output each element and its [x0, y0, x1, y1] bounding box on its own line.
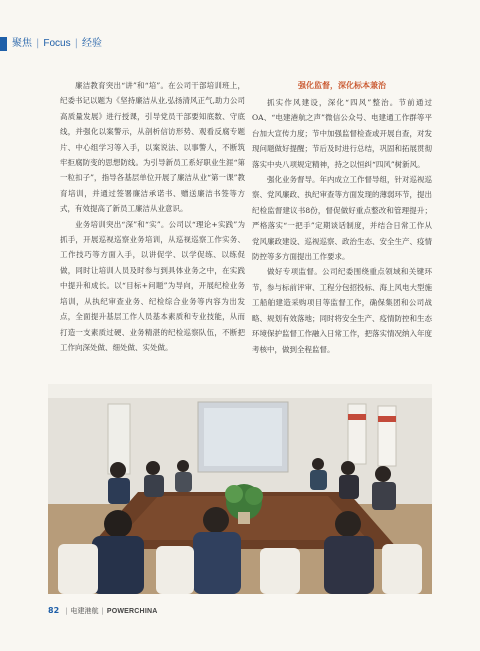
left-paragraph: 业务培训突出“深”和“实”。公司以“理论+实践”为抓手，开展巡视巡察业务培训，从巡视巡察工作实务、工作技巧等方面入手，以讲促学、以学促练、以练促做，同时让培训人员及时参与到具体业务之中，在实践中提升和成长。以“目标+问题”为导向，开展纪检业务培训，从执纪审查业务、纪检综合业务等内容为出发点，全面提升基层工作人员基本素质和专业技能，从而打造一支素质过硬、业务精湛的纪检巡察队伍，不断把工作向深处做、细处做、实处做。	[60, 219, 245, 352]
header-separator: |	[74, 38, 78, 49]
brand-name: POWERCHINA	[106, 608, 158, 615]
footer-separator: |	[101, 607, 104, 615]
header-subsection: 经验	[81, 38, 102, 49]
right-paragraph: 做好专项监督。公司纪委围绕重点领域和关键环节，参与标前评审、工程分包招投标、海上风电大型施工船舶建造采购项目等监督工作，确保集团和公司战略、规划有效落地；同时将安全生产、疫情防控和生态环境保护监督工作融入日常工作，把落实情况纳入年度考核中，做到全程监督。	[252, 267, 432, 354]
header-separator: |	[36, 38, 40, 49]
right-column	[252, 78, 432, 357]
footer-separator: |	[65, 607, 68, 615]
left-column	[60, 78, 245, 355]
right-paragraph: 强化业务督导。年内成立工作督导组，针对巡视巡察、党风廉政、执纪审查等方面发现的薄弱环节，提出纪检监督建议书8份，督促做好重点整改和管理提升；严格落实“一把手”定期谈话制度，并结合日常工作从党风廉政建设、巡视巡察、政治生态、安全生产、疫情防控等多方面提出工作要求。	[252, 175, 432, 262]
magazine-name: 电建港航	[70, 607, 99, 615]
header-breadcrumb	[12, 36, 102, 52]
page-footer	[48, 605, 157, 617]
header-section: 聚焦	[12, 38, 32, 49]
section-title: 强化监督，深化标本兼治	[298, 81, 386, 90]
left-paragraph: 廉洁教育突出“讲”和“培”。在公司干部培训班上，纪委书记以题为《坚持廉洁从业,弘扬清风正气,助力公司高质量发展》进行授课，引导党员干部要知底数、守底线，并强化以案警示，从剖析信访形势、观看反腐专题片、中心组学习等入手，以案说法、以事警人，不断筑牢拒腐防变的思想防线。为引导新员工系好职业生涯“第一粒扣子”，指导各基层单位开展了廉洁从业“第一课”教育培训，并通过签署廉洁承诺书、赠送廉洁书签等方式，有效提高了新员工廉洁从业意识。	[60, 81, 245, 214]
header-accent-bar	[0, 37, 7, 51]
page-number: 82	[48, 606, 60, 615]
right-paragraph: 抓实作风建设，深化“四风”整治。节前通过OA、“电建港航之声”微信公众号、电建通工作群等平台加大宣传力度；节中加强监督检查或开展自查，对发现问题做好提醒；节后及时进行总结，巩固和拓展贯彻落实中央八项规定精神，持之以恒纠“四风”树新风。	[252, 98, 432, 169]
meeting-scene	[48, 384, 432, 594]
header-focus: Focus	[43, 38, 71, 49]
meeting-photo-icon	[48, 384, 432, 594]
page-header	[0, 36, 480, 52]
